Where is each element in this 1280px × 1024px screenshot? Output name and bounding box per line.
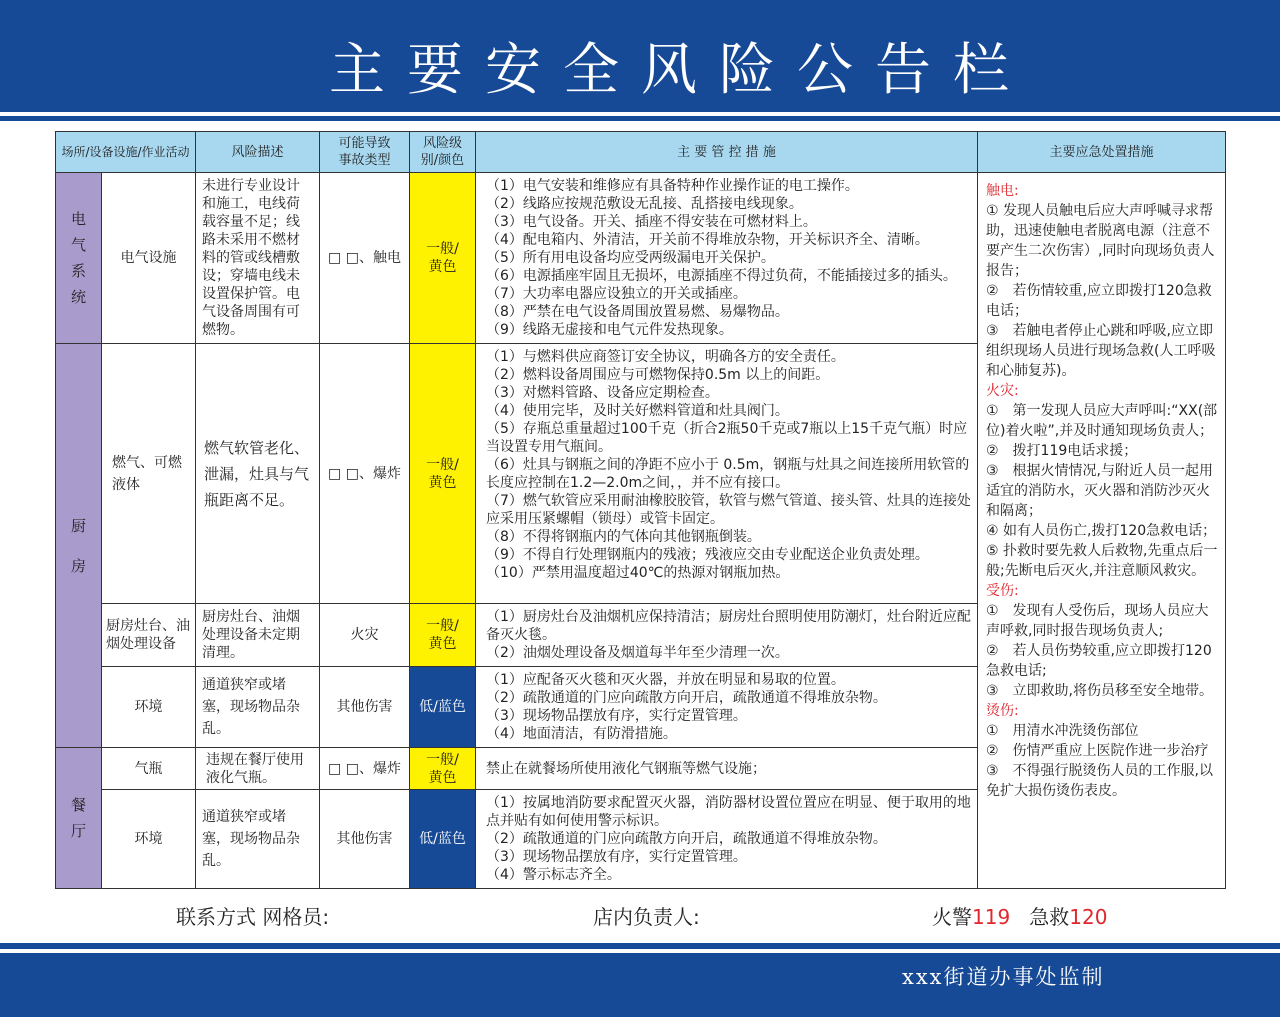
emergency-item: ① 第一发现人员应大声呼叫:“XX(部位)着火啦”,并及时通知现场负责人；: [986, 403, 1218, 439]
control-item: （4）配电箱内、外清洁，开关前不得堆放杂物，开关标识齐全、清晰。: [486, 232, 929, 248]
header-controls: 主 要 管 控 措 施: [476, 132, 978, 173]
emergency-item: ② 若伤情较重,应立即拨打120急救电话；: [986, 283, 1212, 319]
control-item: （1）应配备灭火毯和灭火器，并放在明显和易取的位置。: [486, 672, 845, 688]
category-electrical: [56, 173, 102, 344]
emergency-measures: [978, 173, 1226, 889]
category-restaurant: [56, 748, 102, 889]
control-item: （3）电气设备。开关、插座不得安装在可燃材料上。: [486, 214, 817, 230]
row-controls: [476, 604, 978, 667]
control-item: 禁止在就餐场所使用液化气钢瓶等燃气设施；: [486, 760, 766, 777]
control-item: （4）地面清洁，有防滑措施。: [486, 726, 677, 742]
row-item: 气瓶: [102, 748, 196, 790]
category-label: 电气系统: [70, 210, 86, 306]
header: [0, 0, 1280, 121]
emergency-item: ⑤ 扑救时要先救人后救物,先重点后一般;先断电后灭火,并注意顺风救灾。: [986, 543, 1218, 579]
control-item: （4）使用完毕，及时关好燃料管道和灶具阀门。: [486, 403, 789, 419]
control-item: （3）现场物品摆放有序，实行定置管理。: [486, 849, 747, 865]
emergency-item: ① 用清水冲洗烫伤部位: [986, 723, 1139, 739]
level-label: 一般/黄色: [426, 618, 459, 652]
control-item: （5）存瓶总重量超过100千克（折合2瓶50千克或7瓶以上15千克气瓶）时应当设置专用气瓶间。: [486, 421, 968, 455]
header-location: 场所/设备设施/作业活动: [56, 132, 196, 173]
header-accident-type: 可能导致事故类型: [320, 132, 410, 173]
control-item: （1）按属地消防要求配置灭火器，消防器材设置位置应在明显、便于取用的地点并贴有如何使用警示标识。: [486, 795, 971, 829]
header-divider: [0, 116, 1280, 121]
fire-number: 119: [972, 905, 1011, 929]
emergency-item: ③ 不得强行脱烫伤人员的工作服,以免扩大损伤烫伤表皮。: [986, 763, 1214, 799]
control-item: （1）与燃料供应商签订安全协议，明确各方的安全责任。: [486, 349, 845, 365]
row-accident: 火灾: [320, 604, 410, 667]
emergency-heading: 受伤:: [986, 583, 1019, 599]
control-item: （7）大功率电器应设独立的开关或插座。: [486, 286, 747, 302]
header-risk-level: 风险级别/颜色: [410, 132, 476, 173]
emergency-heading: 触电:: [986, 183, 1019, 199]
control-item: （2）线路应按规范敷设无乱接、乱搭接电线现象。: [486, 196, 803, 212]
row-controls: [476, 344, 978, 604]
emergency-item: ① 发现人员触电后应大声呼喊寻求帮助，迅速使触电者脱离电源（注意不要产生二次伤害）,同时向现场负责人报告；: [986, 203, 1215, 279]
footer-divider: [0, 943, 1280, 949]
table-header: [56, 132, 1226, 173]
row-desc: 未进行专业设计和施工，电线荷载容量不足；线路未采用不燃材料的管或线槽敷设；穿墙电线未设置保护管。电气设备周围有可燃物。: [196, 173, 320, 344]
control-item: （2）燃料设备周围应与可燃物保持0.5m 以上的间距。: [486, 367, 830, 383]
control-item: （3）现场物品摆放有序，实行定置管理。: [486, 708, 747, 724]
control-item: （2）油烟处理设备及烟道每半年至少清理一次。: [486, 645, 789, 661]
control-item: （5）所有用电设备均应受两级漏电开关保护。: [486, 250, 775, 266]
row-desc: 违规在餐厅使用液化气瓶。: [196, 748, 320, 790]
aid-label: 急救: [1029, 905, 1070, 929]
row-accident: □ □、触电: [320, 173, 410, 344]
row-item: 厨房灶台、油烟处理设备: [102, 604, 196, 667]
row-desc: 燃气软管老化、泄漏，灶具与气瓶距离不足。: [196, 344, 320, 604]
control-item: （1）电气安装和维修应有具备特种作业操作证的电工操作。: [486, 178, 859, 194]
fire-hotline: [932, 903, 1107, 931]
category-label: 厨房: [70, 516, 86, 575]
row-accident: □ □、爆炸: [320, 344, 410, 604]
level-label: 一般/黄色: [426, 456, 459, 491]
supervisor-label: xxx街道办事处监制: [902, 965, 1105, 989]
control-item: （9）不得自行处理钢瓶内的残液；残液应交由专业配送企业负责处理。: [486, 547, 929, 563]
control-item: （6）灶具与钢瓶之间的净距不应小于 0.5m，钢瓶与灶具之间连接所用软管的长度应控制在1.2—2.0m之间，，并不应有接口。: [486, 457, 970, 491]
control-item: （2）疏散通道的门应向疏散方向开启，疏散通道不得堆放杂物。: [486, 831, 887, 847]
row-level: [410, 604, 476, 667]
risk-table: [55, 131, 1226, 889]
aid-number: 120: [1069, 905, 1108, 929]
control-item: （2）疏散通道的门应向疏散方向开启，疏散通道不得堆放杂物。: [486, 690, 887, 706]
control-item: （3）对燃料管路、设备应定期检查。: [486, 385, 719, 401]
control-item: （1）厨房灶台及油烟机应保持清洁；厨房灶台照明使用防潮灯，灶台附近应配备灭火毯。: [486, 609, 971, 643]
row-controls: [476, 748, 978, 790]
emergency-item: ② 拨打119电话求援；: [986, 443, 1138, 459]
control-item: （6）电源插座牢固且无损坏，电源插座不得过负荷，不能插接过多的插头。: [486, 268, 957, 284]
emergency-item: ② 伤情严重应上医院作进一步治疗: [986, 743, 1209, 759]
control-item: （9）线路无虚接和电气元件发热现象。: [486, 322, 733, 338]
row-controls: [476, 790, 978, 889]
table-row: [56, 173, 1226, 344]
emergency-item: ④ 如有人员伤亡,拨打120急救电话；: [986, 523, 1217, 539]
level-label: 一般/黄色: [426, 751, 459, 786]
row-controls: [476, 173, 978, 344]
row-controls: [476, 667, 978, 748]
row-level: 低/蓝色: [410, 790, 476, 889]
footer-banner: [0, 953, 1280, 1017]
level-label: 一般/黄色: [426, 241, 459, 275]
row-accident: 其他伤害: [320, 667, 410, 748]
category-kitchen: [56, 344, 102, 748]
category-label: 餐厅: [70, 796, 86, 840]
row-item: 环境: [102, 790, 196, 889]
emergency-item: ① 发现有人受伤后，现场人员应大声呼救,同时报告现场负责人;: [986, 603, 1209, 639]
header-emergency: 主要应急处置措施: [978, 132, 1226, 173]
emergency-item: ② 若人员伤势较重,应立即拨打120急救电话;: [986, 643, 1212, 679]
contact-grid-member: 联系方式 网格员:: [176, 905, 330, 929]
control-item: （4）警示标志齐全。: [486, 867, 621, 883]
header-risk-desc: 风险描述: [196, 132, 320, 173]
row-desc: 通道狭窄或堵塞，现场物品杂乱。: [196, 667, 320, 748]
control-item: （8）不得将钢瓶内的气体向其他钢瓶倒装。: [486, 529, 761, 545]
emergency-heading: 烫伤:: [986, 703, 1019, 719]
row-level: [410, 173, 476, 344]
row-item: 电气设施: [102, 173, 196, 344]
store-manager: 店内负责人:: [593, 905, 700, 929]
row-item: 环境: [102, 667, 196, 748]
row-level: [410, 344, 476, 604]
control-item: （7）燃气软管应采用耐油橡胶胶管，软管与燃气管道、接头管、灶具的连接处应采用压紧螺帽（锁母）或管卡固定。: [486, 493, 971, 527]
fire-label: 火警: [932, 905, 972, 929]
emergency-item: ③ 若触电者停止心跳和呼吸,应立即组织现场人员进行现场急救(人工呼吸和心肺复苏)。: [986, 323, 1216, 379]
control-item: （10）严禁用温度超过40℃的热源对钢瓶加热。: [486, 565, 790, 581]
row-item: 燃气、可燃液体: [102, 344, 196, 604]
row-desc: 厨房灶台、油烟处理设备未定期清理。: [196, 604, 320, 667]
row-level: [410, 748, 476, 790]
row-accident: □ □、爆炸: [320, 748, 410, 790]
row-accident: 其他伤害: [320, 790, 410, 889]
control-item: （8）严禁在电气设备周围放置易燃、易爆物品。: [486, 304, 789, 320]
emergency-heading: 火灾:: [986, 383, 1019, 399]
row-level: 低/蓝色: [410, 667, 476, 748]
emergency-item: ③ 根据火情情况,与附近人员一起用适宜的消防水，灭火器和消防沙灭火和隔离；: [986, 463, 1214, 519]
page-title: 主要安全风险公告栏: [329, 38, 1031, 103]
row-desc: 通道狭窄或堵塞，现场物品杂乱。: [196, 790, 320, 889]
footer-contacts: [0, 895, 1280, 939]
emergency-item: ③ 立即救助,将伤员移至安全地带。: [986, 683, 1214, 699]
